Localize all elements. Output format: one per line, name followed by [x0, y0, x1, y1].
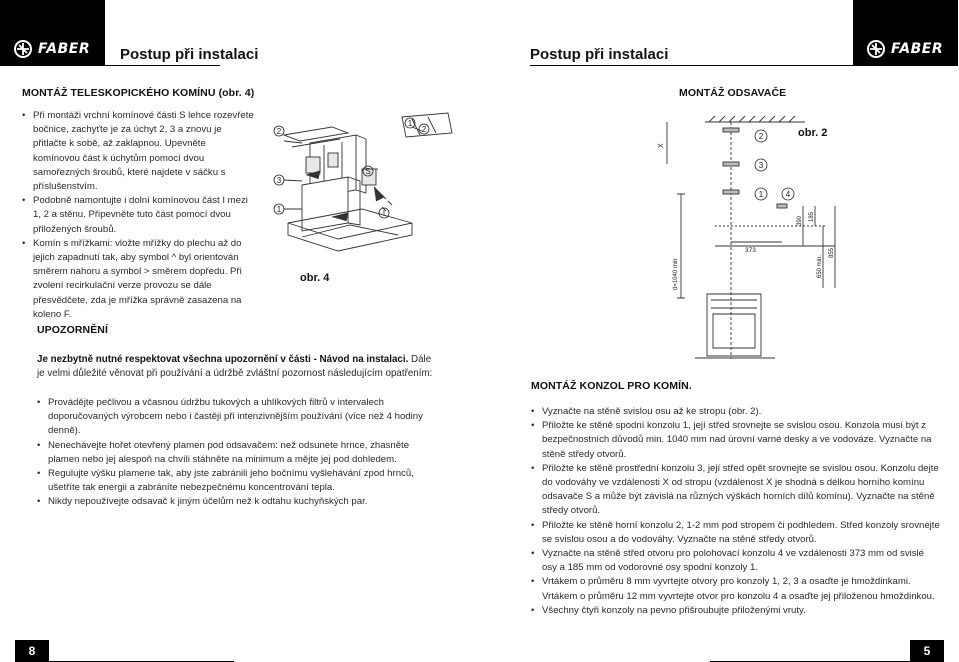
figure-label: I: [382, 209, 386, 218]
warning-list: [37, 396, 437, 510]
figure-label-x: X: [658, 143, 665, 148]
figure-label-650: 650 min.: [817, 254, 823, 278]
section-title-teleskop: MONTÁŽ TELESKOPICKÉHO KOMÍNU (obr. 4): [22, 87, 255, 99]
warning-title: UPOZORNĚNÍ: [37, 324, 109, 336]
list-item: • Přiložte ke stěně prostřední konzolu 3, její střed opět srovnejte se svislou osou. Konzolu dejte do vodováhy ve vzdálenosti X od stropu (vzdálenost X je shodná s délkou horního komínu odsavače S a může být závislá na různých výškách horních dílů komínu). Vyznačte na stěně středy otvorů.: [531, 462, 941, 519]
list-item: • Vyznačte na stěně střed otvoru pro polohovací konzolu 4 ve vzdálenosti 373 mm od svislé osy a 185 mm od vodorovné osy spodní konzoly 1.: [531, 547, 941, 575]
list-item: • Nikdy nepoužívejte odsavač k jiným účelům než k odtahu kuchyňských par.: [37, 495, 437, 509]
figure-bracket-positions: [655, 108, 845, 373]
brand-name: FABER: [38, 41, 91, 57]
figure-label-185: 185: [809, 211, 815, 222]
list-item: • Regulujte výšku plamene tak, aby jste zabránili jeho bočnímu vyšlehávání zpod hrnců, ušetříte tak energii a zabráníte nebezpečnému koncentrování tepla.: [37, 467, 437, 495]
figure-label-4: 4: [785, 190, 791, 199]
warning-intro: [37, 353, 437, 381]
figure-label-3: 3: [758, 161, 764, 170]
figure-label-373: 373: [745, 247, 756, 254]
page-number-right: 5: [910, 640, 944, 662]
figure-label: 1: [407, 119, 413, 128]
figure-label-d1040: d=1040 min: [673, 258, 679, 290]
brand-name: FABER: [891, 41, 944, 57]
figure-label-2: 2: [758, 132, 764, 141]
figure-label: 2: [421, 125, 427, 134]
figure-label: S: [365, 167, 371, 176]
figure-label-1: 1: [758, 190, 764, 199]
list-item: • Při montáži vrchní komínové části S lehce rozevřete bočnice, zachyťte je za úchyt 2, 3 a znovu je přitlačte k sobě, až zaklapnou. Upevněte komínovou část k úchytům pomocí dvou samořezných šroubů, které najdete v sáčku s příslušenstvím.: [22, 109, 254, 194]
faber-emblem-icon: [865, 40, 887, 58]
figure-caption-obr2: obr. 2: [798, 127, 828, 139]
right-instruction-list: [531, 405, 941, 618]
page-number-left: 8: [15, 640, 49, 662]
figure-caption-obr4: obr. 4: [300, 272, 330, 284]
figure-label: 2: [276, 127, 282, 136]
list-item: • Vrtákem o průměru 8 mm vyvrtejte otvory pro konzoly 1, 2, 3 a osaďte je hmoždinkami. Vrtákem o průměru 12 mm vyvrtejte otvor pro konzolu 4 a osaďte jej přiloženou hmoždinkou.: [531, 575, 941, 603]
warning-rest-text: Dále je velmi důležité věnovat při používání a údržbě zvláštní pozornost následujícím opatřením:: [37, 354, 433, 380]
list-item: • Komín s mřížkami: vložte mřížky do plechu až do jejich zapadnutí tak, aby symbol ^ byl orientován směrem nahoru a symbol > směrem dopředu. Při zvolení recirkulační verze provozu se dále přesvědčete, zda je mřížka správně zasazena na koleno F.: [22, 237, 254, 322]
faber-logo-right: [853, 0, 958, 66]
faber-emblem-icon: [12, 40, 34, 58]
list-item: • Přiložte ke stěně horní konzolu 2, 1-2 mm pod stropem či podhledem. Střed konzoly srovnejte se svislou osou a do vodováhy. Vyznačte na stěně středy otvorů.: [531, 519, 941, 547]
figure-label: 1: [276, 205, 282, 214]
header-rule-left: [105, 65, 220, 66]
section-title-montaz-odsavace: MONTÁŽ ODSAVAČE: [679, 87, 787, 99]
list-item: • Podobně namontujte i dolní komínovou část I mezi 1, 2 a stěnu. Připevněte tuto část pomocí dvou přiložených šroubů.: [22, 194, 254, 237]
figure-label-390: 390: [797, 215, 803, 226]
list-item: • Přiložte ke stěně spodní konzolu 1, její střed srovnejte se svislou osou. Konzola musí být z bezpečnostních důvodů min. 1040 mm nad úrovní varné desky a ve vodováze. Vyznačte na stěně středy otvorů.: [531, 419, 941, 462]
figure-label-855: 855: [829, 247, 835, 258]
faber-logo-left: [0, 0, 105, 66]
page-title-left: Postup při instalaci: [120, 46, 259, 63]
list-item: • Vyznačte na stěně svislou osu až ke stropu (obr. 2).: [531, 405, 941, 419]
figure-label: 3: [276, 176, 282, 185]
list-item: • Nenechávejte hořet otevřený plamen pod odsavačem: než odsunete hrnce, zhasněte plamen nebo jej alespoň na chvíli stáhněte na minimum a mějte jej pod dohledem.: [37, 439, 437, 467]
warning-bold-text: Je nezbytně nutné respektovat všechna upozornění v části - Návod na instalaci.: [37, 354, 409, 365]
left-instruction-list: [22, 109, 254, 322]
header-rule-right: [530, 65, 853, 66]
section-title-konzoly: MONTÁŽ KONZOL PRO KOMÍN.: [531, 380, 692, 392]
page-title-right: Postup při instalaci: [530, 46, 669, 63]
list-item: • Provádějte pečlivou a včasnou údržbu tukových a uhlíkových filtrů v intervalech doporučovaných výrobcem nebo i častěji při intenzivnějším používání (více než 4 hodiny denně).: [37, 396, 437, 439]
figure-chimney-assembly: [262, 105, 462, 295]
list-item: • Všechny čtyři konzoly na pevno přišroubujte přiloženými vruty.: [531, 604, 941, 618]
